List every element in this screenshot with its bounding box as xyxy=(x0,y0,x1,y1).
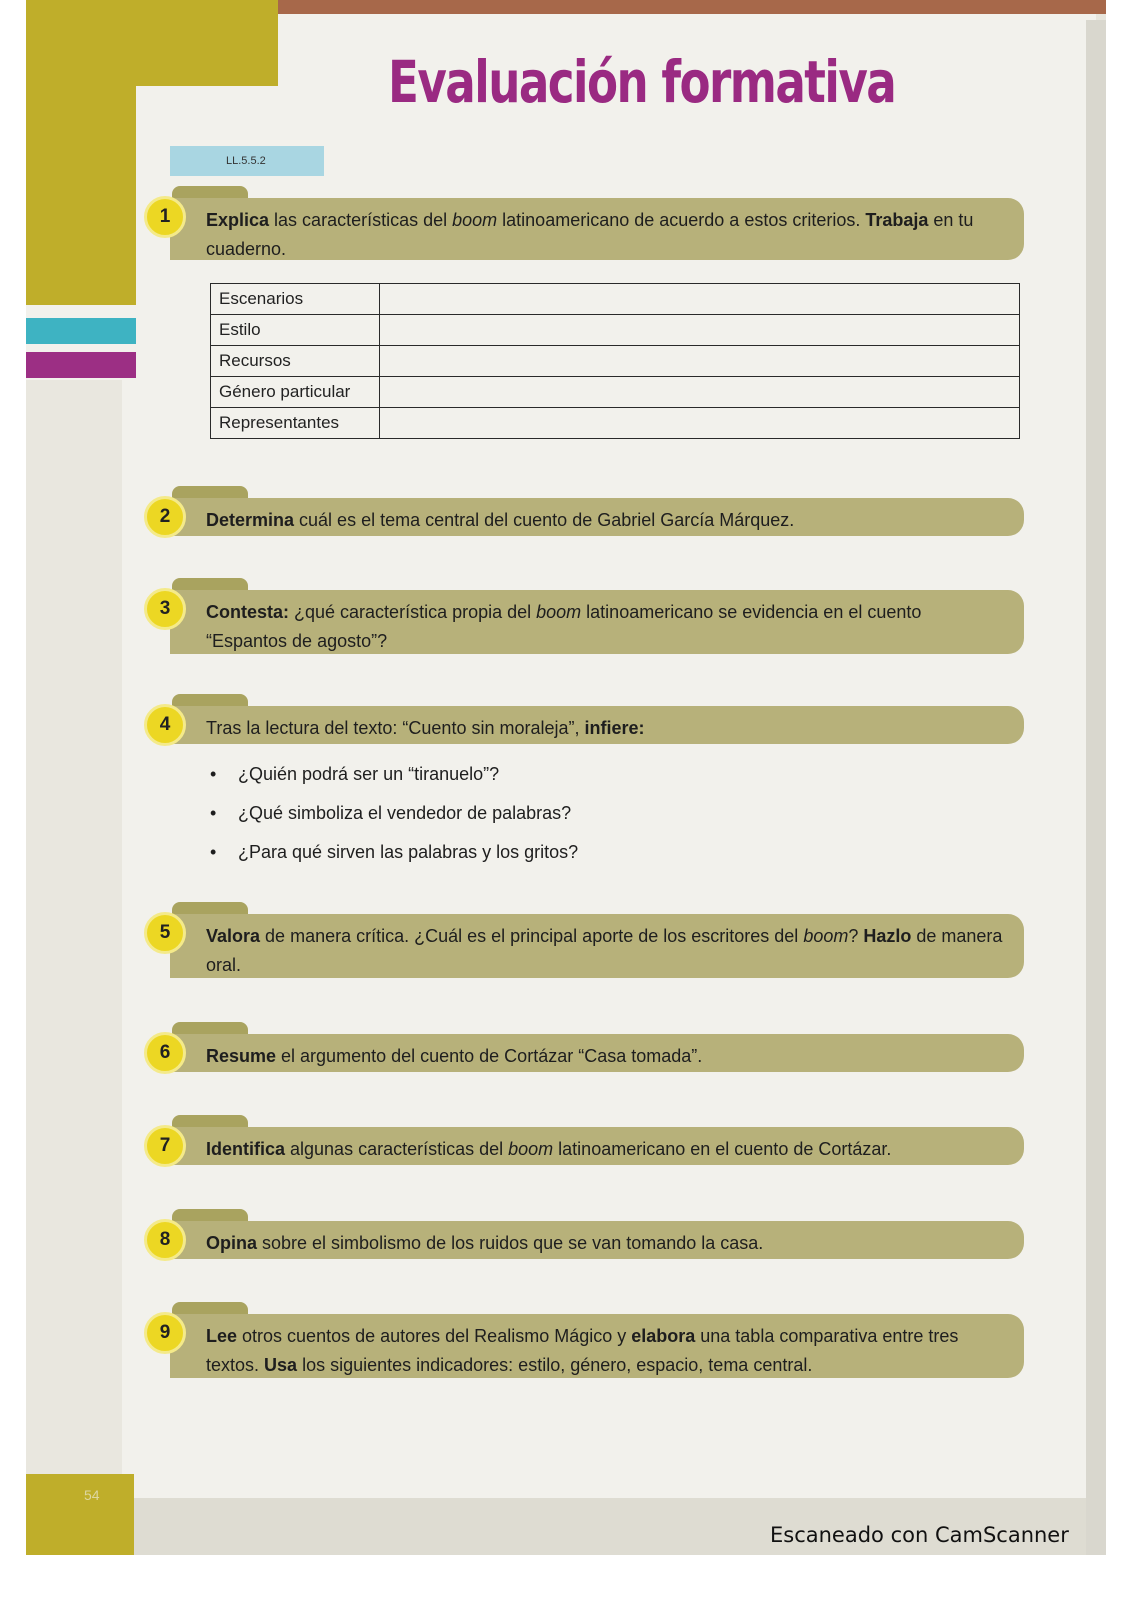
question-number-badge: 8 xyxy=(144,1219,186,1261)
question-number-badge: 4 xyxy=(144,704,186,746)
table-row xyxy=(211,408,1020,439)
page-number: 54 xyxy=(84,1487,100,1503)
question-number-badge: 1 xyxy=(144,196,186,238)
answer-cell xyxy=(380,284,1020,315)
criteria-table xyxy=(210,283,1020,439)
question-number-badge: 3 xyxy=(144,588,186,630)
question-text: Identifica algunas características del boom latinoamericano en el cuento de Cortázar. xyxy=(206,1139,892,1159)
question-number-badge: 6 xyxy=(144,1032,186,1074)
list-item: • ¿Para qué sirven las palabras y los gritos? xyxy=(210,838,578,877)
olive-bottom-block xyxy=(26,1474,134,1555)
olive-side-block xyxy=(26,80,136,305)
page-title: Evaluación formativa xyxy=(388,48,896,116)
criteria-label: Escenarios xyxy=(211,284,380,315)
scanner-watermark: Escaneado con CamScanner xyxy=(770,1523,1069,1547)
answer-cell xyxy=(380,408,1020,439)
question-number-badge: 5 xyxy=(144,912,186,954)
table-row xyxy=(211,377,1020,408)
q4-bullet-list xyxy=(210,760,578,877)
criteria-label: Estilo xyxy=(211,315,380,346)
list-item: • ¿Quién podrá ser un “tiranuelo”? xyxy=(210,760,578,799)
criteria-label: Género particular xyxy=(211,377,380,408)
skill-code-tag: LL.5.5.2 xyxy=(170,146,324,176)
left-margin-strip xyxy=(26,380,122,1480)
table-row xyxy=(211,315,1020,346)
answer-cell xyxy=(380,346,1020,377)
answer-cell xyxy=(380,315,1020,346)
question-text: Valora de manera crítica. ¿Cuál es el principal aporte de los escritores del boom? Hazlo de manera oral. xyxy=(206,926,1003,975)
table-row xyxy=(211,346,1020,377)
teal-tab xyxy=(26,318,136,344)
table-row xyxy=(211,284,1020,315)
criteria-label: Representantes xyxy=(211,408,380,439)
olive-corner-block xyxy=(26,0,278,86)
question-text: Resume el argumento del cuento de Cortázar “Casa tomada”. xyxy=(206,1046,703,1066)
question-text: Lee otros cuentos de autores del Realismo Mágico y elabora una tabla comparativa entre tres textos. Usa los siguientes indicadores: estilo, género, espacio, tema central. xyxy=(206,1326,959,1375)
page-edge-shade xyxy=(1086,20,1106,1555)
question-text: Tras la lectura del texto: “Cuento sin moraleja”, infiere: xyxy=(206,718,645,738)
question-text: Contesta: ¿qué característica propia del boom latinoamericano se evidencia en el cuento “Espantos de agosto”? xyxy=(206,602,922,651)
question-text: Opina sobre el simbolismo de los ruidos que se van tomando la casa. xyxy=(206,1233,764,1253)
answer-cell xyxy=(380,377,1020,408)
question-number-badge: 7 xyxy=(144,1125,186,1167)
magenta-tab xyxy=(26,352,136,378)
question-number-badge: 9 xyxy=(144,1312,186,1354)
criteria-label: Recursos xyxy=(211,346,380,377)
question-text: Determina cuál es el tema central del cuento de Gabriel García Márquez. xyxy=(206,510,795,530)
question-number-badge: 2 xyxy=(144,496,186,538)
question-text: Explica las características del boom latinoamericano de acuerdo a estos criterios. Trabaja en tu cuaderno. xyxy=(206,210,974,259)
list-item: • ¿Qué simboliza el vendedor de palabras? xyxy=(210,799,578,838)
